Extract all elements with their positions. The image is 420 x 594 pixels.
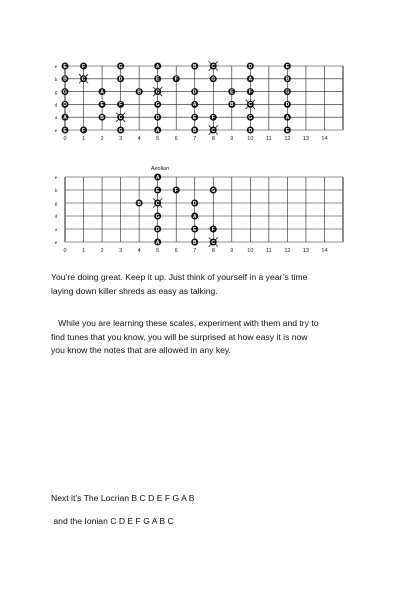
note-label: A	[63, 115, 67, 121]
note-label: F	[211, 226, 215, 233]
note-label: D	[285, 102, 290, 109]
note-marker-g	[62, 88, 69, 95]
note-marker-e	[284, 127, 291, 134]
note-label: B	[100, 115, 104, 121]
note-label: F	[174, 187, 178, 194]
note-marker-c	[209, 61, 218, 70]
fret-number: 13	[302, 248, 309, 254]
note-label: D	[192, 89, 197, 96]
note-label: G	[63, 89, 67, 96]
note-label: E	[193, 226, 197, 233]
note-marker-a	[191, 213, 198, 220]
note-label: E	[100, 102, 104, 109]
note-marker-c	[116, 113, 125, 122]
note-marker-e	[284, 63, 291, 70]
string-label: d	[54, 214, 58, 220]
fret-number: 11	[266, 248, 272, 254]
note-label: G	[155, 213, 160, 220]
string-label: e	[54, 175, 58, 181]
note-marker-f	[80, 127, 87, 134]
encouragement-line-1: You’re doing great. Keep it up. Just think of yourself in a year’s time	[51, 272, 308, 282]
fretboard-diagrams	[0, 0, 420, 260]
note-label: D	[118, 76, 123, 83]
note-marker-a	[154, 127, 161, 134]
note-marker-b	[191, 127, 198, 134]
note-label: F	[248, 89, 252, 96]
note-marker-a	[154, 174, 161, 181]
fret-number: 8	[211, 136, 215, 142]
note-label: C	[211, 239, 216, 246]
fret-number: 5	[156, 136, 160, 142]
fret-number: 0	[63, 136, 67, 142]
note-marker-a	[284, 114, 291, 121]
note-marker-d	[154, 226, 161, 233]
note-label: E	[63, 63, 67, 70]
note-marker-g	[117, 127, 124, 134]
note-marker-g	[154, 213, 161, 220]
note-marker-g	[117, 63, 124, 70]
note-marker-d	[247, 127, 254, 134]
fret-number: 14	[321, 136, 328, 142]
note-marker-a	[154, 63, 161, 70]
note-marker-f	[80, 63, 87, 70]
fret-number: 3	[119, 136, 123, 142]
fret-number: 6	[174, 136, 178, 142]
note-label: G	[248, 115, 253, 121]
note-marker-c	[79, 74, 88, 83]
note-marker-g	[284, 88, 291, 95]
note-marker-e	[154, 187, 161, 194]
note-label: C	[248, 102, 253, 109]
note-marker-g	[210, 75, 217, 82]
note-marker-c	[153, 198, 162, 207]
note-label: A	[155, 239, 160, 246]
fret-number: 10	[247, 248, 254, 254]
fret-number: 14	[321, 248, 328, 254]
note-marker-f	[210, 226, 217, 233]
note-label: C	[211, 63, 216, 70]
note-label: G	[118, 63, 123, 70]
note-label: B	[63, 76, 67, 83]
string-label: e	[54, 64, 58, 70]
note-marker-g	[154, 101, 161, 108]
encouragement-line-2: laying down killer shreds as easy as talking.	[51, 285, 218, 296]
fret-number: 9	[230, 136, 234, 142]
note-label: E	[63, 127, 67, 134]
note-label: D	[248, 63, 253, 70]
note-marker-e	[228, 88, 235, 95]
note-label: E	[285, 127, 290, 134]
note-label: A	[100, 89, 104, 96]
note-label: D	[248, 127, 253, 134]
note-label: A	[248, 76, 253, 83]
note-marker-f	[210, 114, 217, 121]
fretboard-bottom	[55, 166, 343, 254]
note-marker-f	[173, 75, 180, 82]
fret-number: 12	[284, 248, 291, 254]
fret-number: 12	[284, 136, 291, 142]
note-marker-d	[154, 114, 161, 121]
note-marker-e	[191, 226, 198, 233]
note-label: G	[118, 127, 123, 134]
fret-number: 7	[193, 136, 197, 142]
note-marker-b	[99, 114, 106, 121]
note-label: C	[155, 200, 160, 207]
note-label: C	[155, 89, 160, 96]
note-label: E	[155, 187, 160, 194]
note-marker-c	[209, 125, 218, 134]
string-label: g	[54, 89, 58, 96]
fret-number: 4	[137, 136, 141, 142]
fret-number: 1	[82, 248, 86, 254]
note-marker-f	[117, 101, 124, 108]
fret-number: 7	[193, 248, 197, 254]
note-marker-b	[228, 101, 235, 108]
note-label: G	[285, 89, 290, 96]
note-label: E	[155, 76, 160, 83]
note-label: F	[82, 127, 86, 134]
note-marker-b	[62, 75, 69, 82]
note-label: D	[155, 226, 160, 233]
fret-number: 10	[247, 136, 254, 142]
string-label: a	[54, 115, 58, 122]
note-label: F	[119, 102, 123, 109]
aeolian-title: Aeolian	[150, 166, 170, 172]
fret-number: 2	[100, 248, 104, 254]
note-marker-c	[153, 87, 162, 96]
note-label: A	[285, 115, 290, 121]
note-marker-d	[191, 88, 198, 95]
string-label: d	[54, 102, 58, 109]
string-label: e	[54, 240, 58, 246]
note-marker-b	[136, 88, 143, 95]
note-label: B	[192, 239, 197, 246]
note-marker-g	[210, 187, 217, 194]
note-marker-d	[247, 63, 254, 70]
note-marker-c	[209, 237, 218, 246]
note-marker-c	[246, 100, 255, 109]
note-marker-a	[99, 88, 106, 95]
note-marker-a	[191, 101, 198, 108]
note-marker-d	[117, 75, 124, 82]
note-marker-a	[247, 75, 254, 82]
note-label: C	[81, 76, 86, 83]
encouragement-paragraph	[51, 271, 307, 298]
fret-number: 11	[266, 136, 272, 142]
note-label: B	[137, 200, 141, 207]
note-marker-d	[284, 101, 291, 108]
string-label: b	[54, 76, 58, 83]
note-label: F	[211, 115, 215, 121]
note-label: A	[192, 213, 197, 220]
fret-number: 5	[156, 248, 160, 254]
practice-paragraph	[51, 317, 319, 358]
note-label: C	[211, 127, 216, 134]
note-marker-f	[173, 187, 180, 194]
note-label: D	[155, 115, 160, 121]
note-label: B	[192, 63, 197, 70]
fret-number: 0	[63, 248, 67, 254]
note-label: A	[155, 174, 160, 181]
note-label: B	[229, 102, 234, 109]
note-label: G	[211, 187, 216, 194]
fret-number: 13	[302, 136, 309, 142]
note-label: G	[155, 102, 160, 109]
note-marker-e	[62, 127, 69, 134]
note-marker-b	[191, 239, 198, 246]
note-marker-b	[191, 63, 198, 70]
practice-line-1: While you are learning these scales, experiment with them and try to	[51, 318, 319, 328]
fret-number: 9	[230, 248, 234, 254]
note-marker-e	[191, 114, 198, 121]
fret-number: 1	[82, 136, 86, 142]
note-marker-e	[154, 75, 161, 82]
note-label: E	[193, 115, 197, 121]
fret-number: 8	[211, 248, 215, 254]
note-label: D	[63, 102, 67, 109]
fretboard-top	[55, 61, 343, 142]
fret-number: 4	[137, 248, 141, 254]
note-label: A	[155, 63, 160, 70]
note-marker-f	[247, 88, 254, 95]
note-label: E	[230, 89, 234, 96]
note-marker-a	[154, 239, 161, 246]
note-marker-d	[191, 200, 198, 207]
fret-number: 3	[119, 248, 123, 254]
string-label: g	[54, 201, 58, 207]
note-label: F	[82, 63, 86, 70]
note-marker-a	[62, 114, 69, 121]
next-locrian-text: Next it’s The Locrian B C D E F G A B	[51, 493, 195, 503]
ionian-text: and the Ionian C D E F G A B C	[51, 516, 174, 526]
practice-line-3: you know the notes that are allowed in any key.	[51, 345, 231, 355]
note-marker-g	[247, 114, 254, 121]
practice-line-2: find tunes that you know, you will be surprised at how easy it is now	[51, 331, 308, 342]
note-label: C	[118, 115, 123, 121]
string-label: b	[54, 188, 58, 194]
note-label: B	[192, 127, 197, 134]
note-label: F	[174, 76, 178, 83]
note-label: D	[192, 200, 197, 207]
note-label: G	[211, 76, 216, 83]
string-label: a	[54, 227, 58, 233]
string-label: e	[54, 128, 58, 134]
note-marker-e	[99, 101, 106, 108]
note-label: B	[285, 76, 290, 83]
note-label: A	[192, 102, 197, 109]
note-marker-b	[284, 75, 291, 82]
note-label: B	[137, 89, 141, 96]
fret-number: 2	[100, 136, 104, 142]
fret-number: 6	[174, 248, 178, 254]
note-label: E	[285, 63, 290, 70]
note-marker-d	[62, 101, 69, 108]
note-marker-e	[62, 63, 69, 70]
note-marker-b	[136, 200, 143, 207]
note-label: A	[155, 127, 160, 134]
